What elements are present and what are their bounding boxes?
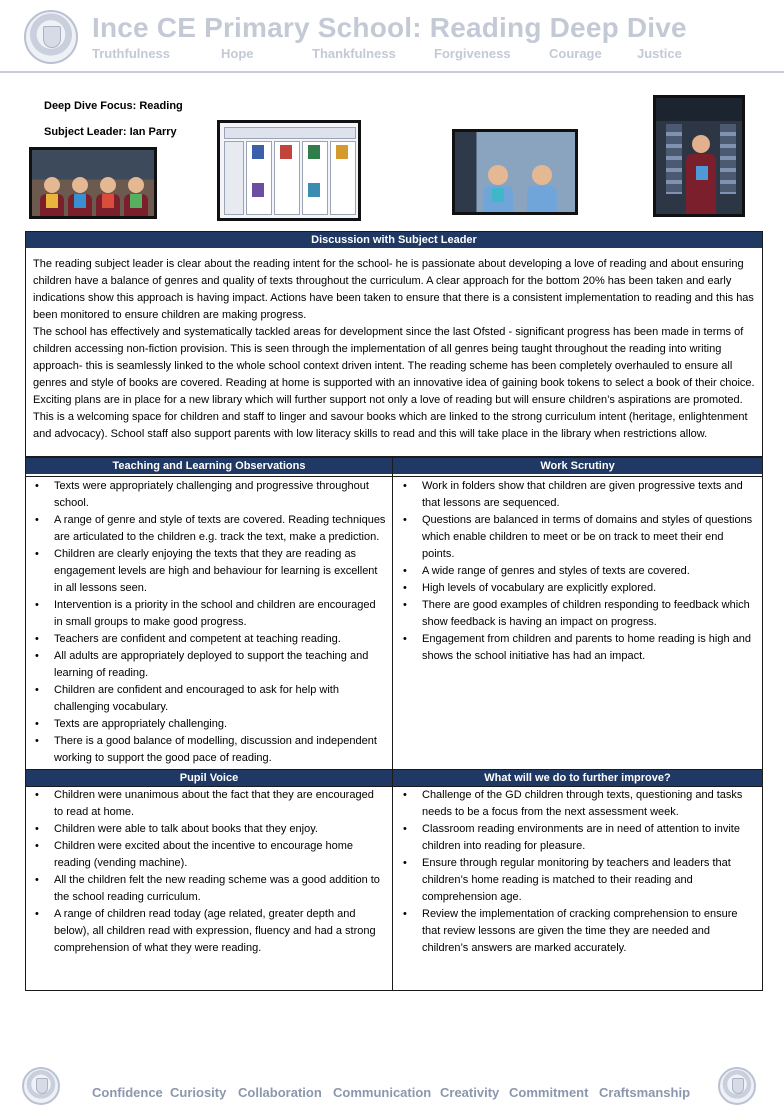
value-commitment: Commitment xyxy=(509,1085,589,1100)
discussion-heading: Discussion with Subject Leader xyxy=(26,232,762,248)
list-item: • Texts are appropriately challenging. xyxy=(26,716,386,733)
list-item: • All the children felt the new reading scheme was a good addition to the school reading curriculum. xyxy=(26,872,386,906)
photo-pupils-at-vending-machine xyxy=(452,129,578,215)
list-item: • Intervention is a priority in the school and children are encouraged in small groups to make good progress. xyxy=(26,597,386,631)
list-item: • A wide range of genres and styles of texts are covered. xyxy=(394,563,758,580)
list-item: • Children were able to talk about books that they enjoy. xyxy=(26,821,386,838)
list-item: • Ensure through regular monitoring by teachers and leaders that children’s home reading is matched to their reading and comprehension age. xyxy=(394,855,758,906)
list-item: • A range of children read today (age related, greater depth and below), all children read with expression, fluency and had a strong comprehension of what they were reading. xyxy=(26,906,386,957)
photo-reading-scheme-document xyxy=(217,120,361,221)
list-item: • All adults are appropriately deployed to support the teaching and learning of reading. xyxy=(26,648,386,682)
list-item: • Children are confident and encouraged to ask for help with challenging vocabulary. xyxy=(26,682,386,716)
pupil-voice-list xyxy=(26,787,386,957)
value-communication: Communication xyxy=(333,1085,432,1100)
list-item: • Teachers are confident and competent at teaching reading. xyxy=(26,631,386,648)
value-confidence: Confidence xyxy=(92,1085,163,1100)
value-truthfulness: Truthfulness xyxy=(92,46,171,61)
list-item: • Questions are balanced in terms of domains and styles of questions which enable children to meet or be on track to meet their end points. xyxy=(394,512,758,563)
value-courage: Courage xyxy=(549,46,602,61)
value-hope: Hope xyxy=(221,46,254,61)
deep-dive-focus: Deep Dive Focus: Reading xyxy=(44,100,183,112)
discussion-paragraph-2: The school has effectively and systematically tackled areas for development since the last Ofsted - significant progress has been made in terms of children accessing non-fiction provision. This is seen through the implementation of all genres being taught throughout the reading into writing approach- this is seamlessly linked to the whole school context driven intent. The reading scheme has been completely overhauled to ensure all genres and style of books are covered. Reading at home is supported with an innovative idea of gaining book tokens to select a book of their choice. Exciting plans are in place for a new library which will further support not only a love of reading but will ensure children’s aspirations are promoted. This is a welcoming space for children and staff to linger and savour books which are linked to the strong curriculum intent (heritage, enlightenment and advocacy). School staff also support parents with low literacy skills to read and this will take place in the library when restrictions allow. xyxy=(33,326,755,440)
discussion-paragraph-1: The reading subject leader is clear about the reading intent for the school- he is passionate about developing a love of reading and about ensuring children have a balance of genres and quality of texts throughout the curriculum. A clear approach for the bottom 20% has been taken and early indications show this approach is having impact. Actions have been taken to ensure that there is a consistent implementation to reading and this has been monitored to ensure children are making progress. xyxy=(33,258,754,321)
list-item: • Review the implementation of cracking comprehension to ensure that review lessons are given the time they are needed and children’s answers are marked accurately. xyxy=(394,906,758,957)
school-crest-icon xyxy=(718,1067,756,1105)
list-item: • There is a good balance of modelling, discussion and independent working to support the good pace of reading. xyxy=(26,733,386,767)
list-item: • Children are clearly enjoying the texts that they are reading as engagement levels are high and behaviour for learning is excellent in all lessons seen. xyxy=(26,546,386,597)
subject-leader: Subject Leader: Ian Parry xyxy=(44,126,177,138)
photo-pupils-with-books xyxy=(29,147,157,219)
value-forgiveness: Forgiveness xyxy=(434,46,511,61)
teaching-list xyxy=(26,478,386,767)
page-header xyxy=(0,0,784,74)
photo-pupil-with-book xyxy=(653,95,745,217)
list-item: • Children were unanimous about the fact that they are encouraged to read at home. xyxy=(26,787,386,821)
list-item: • Challenge of the GD children through texts, questioning and tasks needs to be a focus from the next assessment week. xyxy=(394,787,758,821)
list-item: • There are good examples of children responding to feedback which show feedback is having an impact on progress. xyxy=(394,597,758,631)
header-divider xyxy=(0,71,784,73)
improve-list xyxy=(394,787,758,957)
value-craftsmanship: Craftsmanship xyxy=(599,1085,691,1100)
list-item: • Classroom reading environments are in need of attention to invite children into reading for pleasure. xyxy=(394,821,758,855)
column-divider xyxy=(392,457,393,991)
list-item: • Engagement from children and parents to home reading is high and shows the school initiative has had an impact. xyxy=(394,631,758,665)
header-values xyxy=(92,46,692,62)
value-creativity: Creativity xyxy=(440,1085,500,1100)
list-item: • Work in folders show that children are given progressive texts and that lessons are sequenced. xyxy=(394,478,758,512)
list-item: • Children were excited about the incentive to encourage home reading (vending machine). xyxy=(26,838,386,872)
value-collaboration: Collaboration xyxy=(238,1085,322,1100)
pupil-voice-heading: Pupil Voice xyxy=(26,770,392,786)
scrutiny-heading: Work Scrutiny xyxy=(393,458,762,474)
value-justice: Justice xyxy=(637,46,682,61)
list-item: • A range of genre and style of texts are covered. Reading techniques are articulated to the children e.g. track the text, make a prediction. xyxy=(26,512,386,546)
value-thankfulness: Thankfulness xyxy=(312,46,396,61)
list-item: • Texts were appropriately challenging and progressive throughout school. xyxy=(26,478,386,512)
school-crest-icon xyxy=(22,1067,60,1105)
teaching-heading: Teaching and Learning Observations xyxy=(26,458,392,474)
value-curiosity: Curiosity xyxy=(170,1085,227,1100)
row-divider-top xyxy=(25,476,763,477)
improve-heading: What will we do to further improve? xyxy=(393,770,762,786)
scrutiny-list xyxy=(394,478,758,665)
list-item: • High levels of vocabulary are explicitly explored. xyxy=(394,580,758,597)
school-crest-icon xyxy=(24,10,78,64)
page-title: Ince CE Primary School: Reading Deep Dive xyxy=(92,12,687,43)
footer-values xyxy=(90,1085,700,1103)
